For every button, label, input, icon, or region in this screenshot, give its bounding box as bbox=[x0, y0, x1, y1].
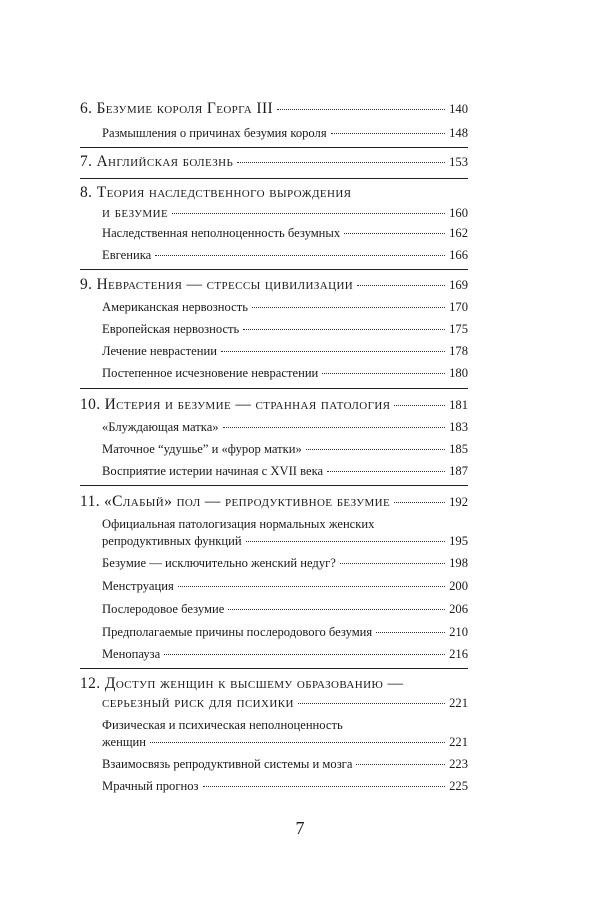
divider bbox=[80, 668, 468, 669]
chapter-title: Доступ женщин к высшему образованию — bbox=[104, 675, 404, 692]
divider bbox=[80, 485, 468, 486]
section-title: Лечение неврастении bbox=[102, 344, 217, 358]
section-title: Маточное “удушье” и «фурор матки» bbox=[102, 442, 302, 456]
page-ref: 169 bbox=[449, 278, 468, 292]
dot-leader bbox=[277, 109, 445, 110]
toc-section[interactable] bbox=[102, 322, 468, 337]
page-ref: 178 bbox=[449, 344, 468, 358]
toc-section[interactable] bbox=[102, 248, 468, 263]
chapter-title: Теория наследственного вырождения bbox=[96, 184, 352, 201]
section-title: Менструация bbox=[102, 579, 174, 593]
toc-section[interactable] bbox=[102, 344, 468, 359]
dot-leader bbox=[178, 586, 445, 587]
toc-chapter-8-line2[interactable] bbox=[102, 204, 468, 222]
page-number: 7 bbox=[295, 818, 305, 838]
dot-leader bbox=[322, 373, 445, 374]
chapter-number: 8. bbox=[80, 184, 93, 201]
toc-chapter-6[interactable] bbox=[80, 100, 468, 118]
chapter-title: «Слабый» пол — репродуктивное безумие bbox=[104, 493, 391, 510]
section-title: «Блуждающая матка» bbox=[102, 420, 219, 434]
section-title-continued: женщин bbox=[102, 735, 147, 749]
page-ref: 153 bbox=[449, 155, 468, 169]
toc-section[interactable] bbox=[102, 226, 468, 241]
toc-section-line1[interactable] bbox=[102, 517, 468, 532]
section-title: Предполагаемые причины послеродового безумия bbox=[102, 625, 373, 639]
divider bbox=[80, 388, 468, 389]
dot-leader bbox=[172, 213, 445, 214]
dot-leader bbox=[243, 329, 445, 330]
dot-leader bbox=[246, 541, 446, 542]
toc-section[interactable] bbox=[102, 757, 468, 772]
dot-leader bbox=[331, 133, 445, 134]
chapter-number: 12. bbox=[80, 675, 101, 692]
page-ref: 160 bbox=[449, 206, 468, 220]
section-title: Европейская нервозность bbox=[102, 322, 240, 336]
dot-leader bbox=[252, 307, 445, 308]
divider bbox=[80, 147, 468, 148]
section-title: Размышления о причинах безумия короля bbox=[102, 126, 327, 140]
chapter-number: 10. bbox=[80, 396, 101, 413]
page-ref: 223 bbox=[449, 757, 468, 771]
page-ref: 140 bbox=[449, 102, 468, 116]
toc-section[interactable] bbox=[102, 556, 468, 571]
section-title: Мрачный прогноз bbox=[102, 779, 199, 793]
section-title: Физическая и психическая неполноценность bbox=[102, 718, 343, 732]
dot-leader bbox=[228, 609, 445, 610]
toc-chapter-12-line1[interactable] bbox=[80, 675, 468, 693]
dot-leader bbox=[340, 563, 445, 564]
toc-section[interactable] bbox=[102, 735, 468, 750]
section-title: Безумие — исключительно женский недуг? bbox=[102, 556, 336, 570]
dot-leader bbox=[394, 502, 445, 503]
page-ref: 221 bbox=[449, 735, 468, 749]
chapter-number: 7. bbox=[80, 153, 93, 170]
toc-section[interactable] bbox=[102, 779, 468, 794]
dot-leader bbox=[356, 764, 445, 765]
dot-leader bbox=[376, 632, 445, 633]
page-ref: 192 bbox=[449, 495, 468, 509]
toc-section[interactable] bbox=[102, 602, 468, 617]
toc-chapter-12-line2[interactable] bbox=[102, 694, 468, 712]
dot-leader bbox=[306, 449, 445, 450]
toc-chapter-8-line1[interactable] bbox=[80, 184, 468, 202]
dot-leader bbox=[298, 703, 445, 704]
dot-leader bbox=[327, 471, 445, 472]
section-title: Взаимосвязь репродуктивной системы и мозга bbox=[102, 757, 353, 771]
page-ref: 187 bbox=[449, 464, 468, 478]
dot-leader bbox=[394, 405, 445, 406]
dot-leader bbox=[203, 786, 446, 787]
toc-chapter-7[interactable] bbox=[80, 153, 468, 171]
dot-leader bbox=[164, 654, 445, 655]
section-title: Менопауза bbox=[102, 647, 161, 661]
chapter-title: Английская болезнь bbox=[96, 153, 234, 170]
toc-section[interactable] bbox=[102, 579, 468, 594]
section-title: Наследственная неполноценность безумных bbox=[102, 226, 341, 240]
toc-section[interactable] bbox=[102, 366, 468, 381]
dot-leader bbox=[357, 285, 445, 286]
page-ref: 221 bbox=[449, 696, 468, 710]
chapter-title-continued: и безумие bbox=[102, 204, 169, 221]
divider bbox=[80, 178, 468, 179]
chapter-number: 11. bbox=[80, 493, 100, 510]
chapter-title: Неврастения — стрессы цивилизации bbox=[96, 276, 354, 293]
page-ref: 206 bbox=[449, 602, 468, 616]
page-ref: 195 bbox=[449, 534, 468, 548]
dot-leader bbox=[237, 162, 445, 163]
toc-section[interactable] bbox=[102, 625, 468, 640]
dot-leader bbox=[223, 427, 446, 428]
dot-leader bbox=[155, 255, 445, 256]
dot-leader bbox=[221, 351, 445, 352]
chapter-number: 9. bbox=[80, 276, 93, 293]
section-title: Постепенное исчезновение неврастении bbox=[102, 366, 319, 380]
toc-section[interactable] bbox=[102, 126, 468, 141]
section-title: Евгеника bbox=[102, 248, 152, 262]
toc-chapter-10[interactable] bbox=[80, 396, 468, 414]
toc-chapter-9[interactable] bbox=[80, 276, 468, 294]
page-ref: 183 bbox=[449, 420, 468, 434]
chapter-title: Истерия и безумие — странная патология bbox=[104, 396, 391, 413]
chapter-number: 6. bbox=[80, 100, 93, 117]
section-title: Послеродовое безумие bbox=[102, 602, 225, 616]
section-title: Официальная патологизация нормальных женских bbox=[102, 517, 375, 531]
section-title: Американская нервозность bbox=[102, 300, 248, 314]
toc-section[interactable] bbox=[102, 420, 468, 435]
toc-section[interactable] bbox=[102, 534, 468, 549]
page-ref: 181 bbox=[449, 398, 468, 412]
section-title: Восприятие истерии начиная с XVII века bbox=[102, 464, 324, 478]
chapter-title-continued: серьезный риск для психики bbox=[102, 694, 294, 711]
section-title-continued: репродуктивных функций bbox=[102, 534, 242, 548]
chapter-title: Безумие короля Георга III bbox=[96, 100, 274, 117]
toc-chapter-11[interactable] bbox=[80, 493, 468, 511]
page-ref: 210 bbox=[449, 625, 468, 639]
page-ref: 180 bbox=[449, 366, 468, 380]
page-ref: 166 bbox=[449, 248, 468, 262]
page-ref: 175 bbox=[449, 322, 468, 336]
page-ref: 225 bbox=[449, 779, 468, 793]
toc-section[interactable] bbox=[102, 464, 468, 479]
page-ref: 148 bbox=[449, 126, 468, 140]
page-ref: 198 bbox=[449, 556, 468, 570]
toc-section[interactable] bbox=[102, 647, 468, 662]
page-ref: 185 bbox=[449, 442, 468, 456]
page-ref: 200 bbox=[449, 579, 468, 593]
dot-leader bbox=[150, 742, 445, 743]
dot-leader bbox=[344, 233, 445, 234]
toc-section-line1[interactable] bbox=[102, 718, 468, 733]
page-ref: 170 bbox=[449, 300, 468, 314]
toc-section[interactable] bbox=[102, 300, 468, 315]
page-ref: 216 bbox=[449, 647, 468, 661]
divider bbox=[80, 269, 468, 270]
toc-section[interactable] bbox=[102, 442, 468, 457]
page-ref: 162 bbox=[449, 226, 468, 240]
